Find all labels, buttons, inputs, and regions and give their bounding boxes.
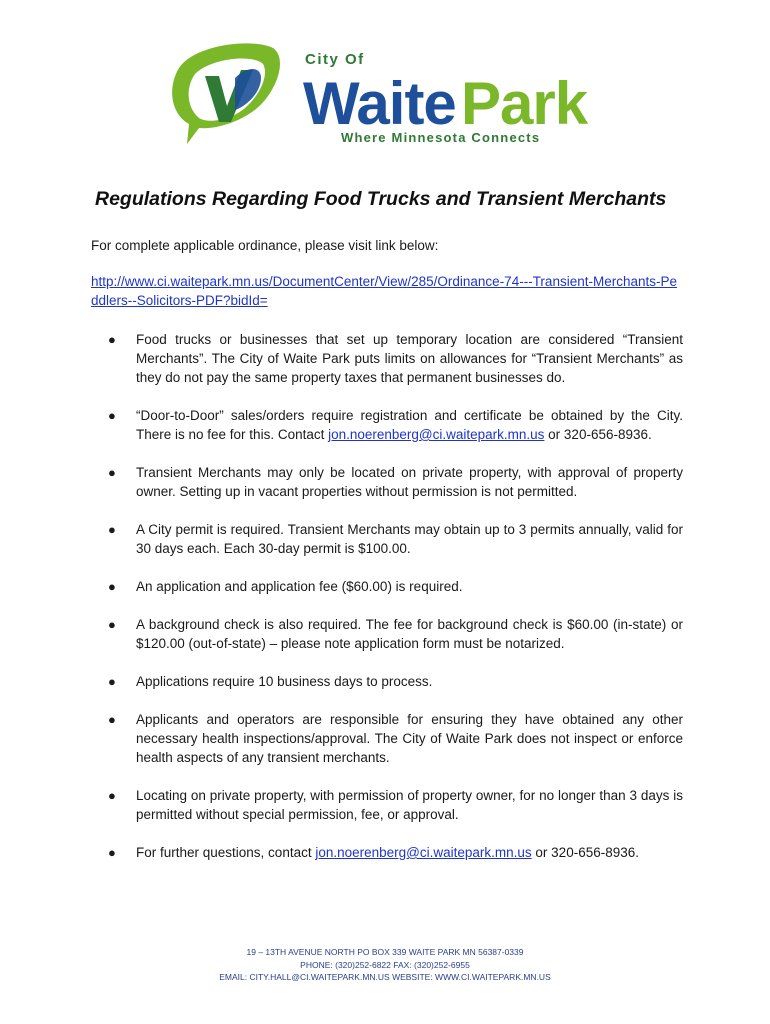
list-item: ● Locating on private property, with permission of property owner, for no longer than 3 days is permitted without special permission, fee, or approval.	[108, 788, 683, 822]
ordinance-link[interactable]: http://www.ci.waitepark.mn.us/DocumentCenter/View/285/Ordinance-74---Transient-Merchants-Peddlers--Solicitors-PDF?bidId=	[91, 274, 677, 308]
logo-city-of: City Of	[305, 51, 365, 68]
page-title: Regulations Regarding Food Trucks and Transient Merchants	[95, 188, 667, 210]
list-item: ● A background check is also required. The fee for background check is $60.00 (in-state) or $120.00 (out-of-state) – please note application form must be notarized.	[108, 617, 683, 651]
bullet-icon: ●	[108, 408, 116, 423]
city-logo	[165, 36, 615, 156]
logo-waite: Waite	[303, 70, 456, 137]
email-link[interactable]: jon.noerenberg@ci.waitepark.mn.us	[315, 845, 532, 860]
list-item: ● An application and application fee ($60.00) is required.	[108, 579, 463, 594]
bullet-icon: ●	[108, 522, 116, 537]
footer-address: 19 – 13TH AVENUE NORTH PO BOX 339 WAITE PARK MN 56387-0339	[246, 947, 524, 957]
logo-tagline: Where Minnesota Connects	[341, 130, 541, 145]
footer-email-website: EMAIL: CITY.HALL@CI.WAITEPARK.MN.US WEBSITE: WWW.CI.WAITEPARK.MN.US	[219, 972, 551, 982]
regulations-list	[91, 330, 683, 862]
bullet-icon: ●	[108, 332, 116, 347]
bullet-icon: ●	[108, 788, 116, 803]
list-item: ● A City permit is required. Transient Merchants may obtain up to 3 permits annually, valid for 30 days each. Each 30-day permit is $100.00.	[108, 522, 683, 556]
bullet-icon: ●	[108, 845, 116, 860]
page-footer	[0, 946, 770, 984]
bullet-icon: ●	[108, 465, 116, 480]
bullet-icon: ●	[108, 579, 116, 594]
bullet-icon: ●	[108, 617, 116, 632]
email-link[interactable]: jon.noerenberg@ci.waitepark.mn.us	[328, 427, 545, 442]
logo-park: Park	[461, 70, 588, 137]
bullet-icon: ●	[108, 712, 116, 727]
list-item: ● Transient Merchants may only be located on private property, with approval of property owner. Setting up in vacant properties without permission is not permitted.	[108, 465, 683, 499]
list-item: ● Food trucks or businesses that set up temporary location are considered “Transient Merchants”. The City of Waite Park puts limits on allowances for “Transient Merchants” as they do not pay the same property taxes that permanent businesses do.	[108, 332, 683, 385]
list-item: ● Applicants and operators are responsible for ensuring they have obtained any other necessary health inspections/approval. The City of Waite Park does not inspect or enforce health aspects of any transient merchants.	[108, 712, 683, 765]
intro-text: For complete applicable ordinance, please visit link below:	[91, 238, 439, 253]
footer-phone-fax: PHONE: (320)252-6822 FAX: (320)252-6955	[300, 959, 470, 970]
list-item: ● Applications require 10 business days to process.	[108, 674, 433, 689]
list-item: ● “Door-to-Door” sales/orders require registration and certificate be obtained by the City. There is no fee for this. Contact jon.noerenberg@ci.waitepark.mn.us or 320-656-8936.	[108, 408, 683, 442]
bullet-icon: ●	[108, 674, 116, 689]
list-item: ● For further questions, contact jon.noerenberg@ci.waitepark.mn.us or 320-656-8936.	[108, 845, 639, 860]
logo-emblem-icon	[172, 43, 280, 144]
